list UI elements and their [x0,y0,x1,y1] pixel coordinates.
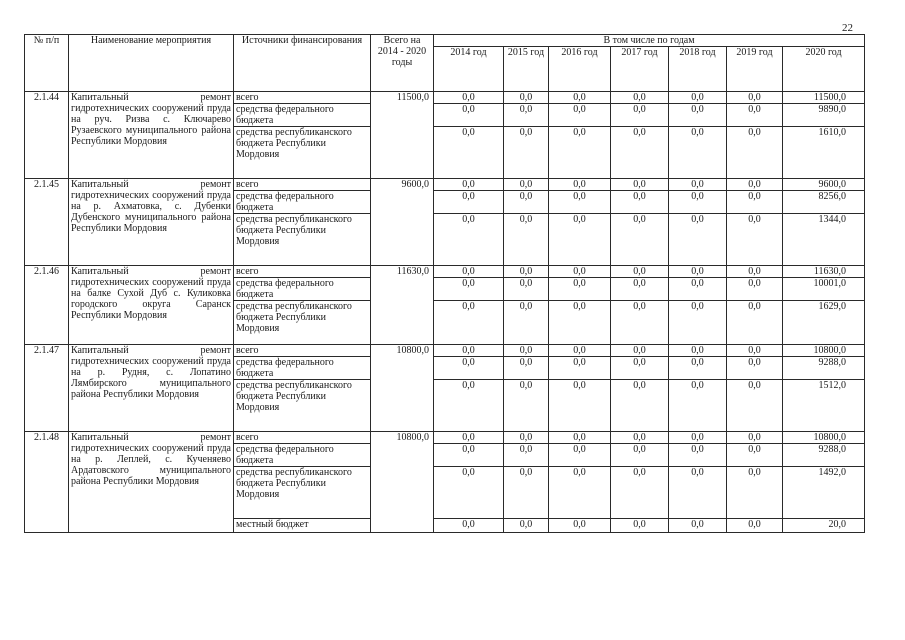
table-row [25,345,865,357]
year-value: 0,0 [434,127,504,179]
year-value: 0,0 [434,345,504,357]
year-value: 0,0 [669,191,727,214]
funding-source: всего [234,179,371,191]
year-value: 0,0 [434,467,504,519]
year-value: 0,0 [504,467,549,519]
year-value: 0,0 [504,301,549,345]
year-value: 0,0 [727,127,783,179]
year-value: 0,0 [504,104,549,127]
year-value: 0,0 [611,266,669,278]
funding-source: средства республиканского бюджета Республики Мордовия [234,380,371,432]
year-value: 0,0 [611,345,669,357]
funding-source: всего [234,92,371,104]
year-value: 0,0 [434,444,504,467]
year-value: 0,0 [727,214,783,266]
year-value: 10001,0 [783,278,865,301]
year-value: 0,0 [504,380,549,432]
item-total: 10800,0 [371,345,434,432]
year-value: 0,0 [434,519,504,533]
year-value: 0,0 [669,345,727,357]
year-value: 0,0 [434,357,504,380]
year-value: 0,0 [611,214,669,266]
year-value: 0,0 [669,380,727,432]
year-value: 0,0 [727,519,783,533]
year-value: 0,0 [549,179,611,191]
year-value: 0,0 [611,92,669,104]
item-number: 2.1.47 [25,345,69,432]
year-value: 9288,0 [783,444,865,467]
year-value: 1629,0 [783,301,865,345]
year-value: 0,0 [434,278,504,301]
year-value: 1610,0 [783,127,865,179]
funding-source: средства федерального бюджета [234,191,371,214]
year-value: 0,0 [549,380,611,432]
year-value: 0,0 [669,214,727,266]
funding-source: средства республиканского бюджета Республики Мордовия [234,467,371,519]
year-value: 0,0 [611,301,669,345]
table-row [25,179,865,191]
funding-source: средства республиканского бюджета Республики Мордовия [234,127,371,179]
year-value: 0,0 [504,432,549,444]
year-value: 0,0 [504,357,549,380]
year-value: 0,0 [504,127,549,179]
year-value: 0,0 [727,301,783,345]
item-number: 2.1.45 [25,179,69,266]
funding-source: средства федерального бюджета [234,104,371,127]
year-value: 0,0 [669,92,727,104]
item-number: 2.1.44 [25,92,69,179]
year-value: 0,0 [611,104,669,127]
year-value: 0,0 [504,179,549,191]
year-value: 0,0 [727,357,783,380]
header-by-years: В том числе по годам [434,35,865,47]
year-value: 0,0 [549,92,611,104]
item-name: Капитальный ремонт гидротехнических сооружений пруда на руч. Ризва с. Ключарево Рузаевского муниципального района Республики Мордовия [69,92,234,179]
header-num: № п/п [25,35,69,92]
year-value: 0,0 [727,266,783,278]
year-value: 0,0 [669,444,727,467]
year-value: 0,0 [727,179,783,191]
header-year: 2020 год [783,47,865,92]
item-name: Капитальный ремонт гидротехнических сооружений пруда на р. Ахматовка, с. Дубенки Дубенского муниципального района Республики Мордовия [69,179,234,266]
year-value: 0,0 [504,444,549,467]
year-value: 0,0 [669,301,727,345]
year-value: 0,0 [727,191,783,214]
year-value: 0,0 [727,380,783,432]
year-value: 0,0 [434,301,504,345]
year-value: 0,0 [434,179,504,191]
year-value: 0,0 [549,467,611,519]
year-value: 0,0 [611,519,669,533]
year-value: 0,0 [611,179,669,191]
year-value: 0,0 [549,104,611,127]
year-value: 0,0 [611,380,669,432]
item-total: 9600,0 [371,179,434,266]
year-value: 0,0 [549,444,611,467]
year-value: 0,0 [727,432,783,444]
header-year: 2019 год [727,47,783,92]
year-value: 0,0 [611,278,669,301]
year-value: 0,0 [504,519,549,533]
year-value: 0,0 [504,278,549,301]
funding-source: всего [234,432,371,444]
year-value: 0,0 [669,278,727,301]
year-value: 0,0 [611,191,669,214]
funding-source: всего [234,345,371,357]
item-total: 10800,0 [371,432,434,533]
year-value: 0,0 [549,266,611,278]
year-value: 11500,0 [783,92,865,104]
year-value: 0,0 [549,519,611,533]
year-value: 10800,0 [783,432,865,444]
year-value: 0,0 [727,345,783,357]
year-value: 0,0 [434,191,504,214]
year-value: 0,0 [669,357,727,380]
item-name: Капитальный ремонт гидротехнических сооружений пруда на р. Рудня, с. Лопатино Лямбирского муниципального района Республики Мордовия [69,345,234,432]
header-year: 2016 год [549,47,611,92]
funding-source: средства федерального бюджета [234,278,371,301]
year-value: 0,0 [611,127,669,179]
year-value: 0,0 [727,278,783,301]
year-value: 0,0 [434,214,504,266]
item-total: 11500,0 [371,92,434,179]
funding-source: средства республиканского бюджета Республики Мордовия [234,301,371,345]
funding-source: всего [234,266,371,278]
item-number: 2.1.46 [25,266,69,345]
year-value: 0,0 [549,301,611,345]
year-value: 9890,0 [783,104,865,127]
header-source: Источники финансирования [234,35,371,92]
year-value: 0,0 [669,179,727,191]
year-value: 0,0 [669,104,727,127]
funding-source: средства федерального бюджета [234,357,371,380]
header-name: Наименование мероприятия [69,35,234,92]
year-value: 0,0 [669,127,727,179]
year-value: 0,0 [549,191,611,214]
year-value: 10800,0 [783,345,865,357]
table-row [25,266,865,278]
year-value: 0,0 [611,444,669,467]
year-value: 0,0 [504,214,549,266]
year-value: 11630,0 [783,266,865,278]
item-name: Капитальный ремонт гидротехнических сооружений пруда на р. Леплей, с. Кученяево Ардатовского муниципального района Республики Мордовия [69,432,234,533]
year-value: 20,0 [783,519,865,533]
header-total: Всего на 2014 - 2020 годы [371,35,434,92]
year-value: 8256,0 [783,191,865,214]
year-value: 1344,0 [783,214,865,266]
year-value: 0,0 [504,191,549,214]
year-value: 0,0 [669,467,727,519]
year-value: 0,0 [549,127,611,179]
year-value: 0,0 [727,92,783,104]
year-value: 0,0 [549,432,611,444]
year-value: 0,0 [434,104,504,127]
year-value: 0,0 [727,467,783,519]
year-value: 0,0 [669,266,727,278]
funding-source: средства республиканского бюджета Республики Мордовия [234,214,371,266]
year-value: 0,0 [611,432,669,444]
year-value: 0,0 [504,345,549,357]
year-value: 0,0 [727,104,783,127]
header-year: 2014 год [434,47,504,92]
funding-source: местный бюджет [234,519,371,533]
item-number: 2.1.48 [25,432,69,533]
year-value: 0,0 [727,444,783,467]
table-row [25,92,865,104]
year-value: 0,0 [434,266,504,278]
year-value: 0,0 [434,432,504,444]
year-value: 0,0 [669,432,727,444]
header-year: 2017 год [611,47,669,92]
year-value: 0,0 [504,92,549,104]
year-value: 0,0 [549,345,611,357]
table-row [25,432,865,444]
year-value: 0,0 [549,214,611,266]
year-value: 0,0 [434,92,504,104]
funding-source: средства федерального бюджета [234,444,371,467]
page-number: 22 [842,22,853,34]
year-value: 9288,0 [783,357,865,380]
header-year: 2015 год [504,47,549,92]
year-value: 0,0 [434,380,504,432]
year-value: 0,0 [504,266,549,278]
financing-table [24,34,865,533]
year-value: 1512,0 [783,380,865,432]
item-name: Капитальный ремонт гидротехнических сооружений пруда на балке Сухой Дуб с. Куликовка городского округа Саранск Республики Мордовия [69,266,234,345]
year-value: 0,0 [669,519,727,533]
year-value: 0,0 [549,278,611,301]
year-value: 0,0 [549,357,611,380]
header-year: 2018 год [669,47,727,92]
year-value: 0,0 [611,467,669,519]
item-total: 11630,0 [371,266,434,345]
year-value: 1492,0 [783,467,865,519]
year-value: 9600,0 [783,179,865,191]
year-value: 0,0 [611,357,669,380]
